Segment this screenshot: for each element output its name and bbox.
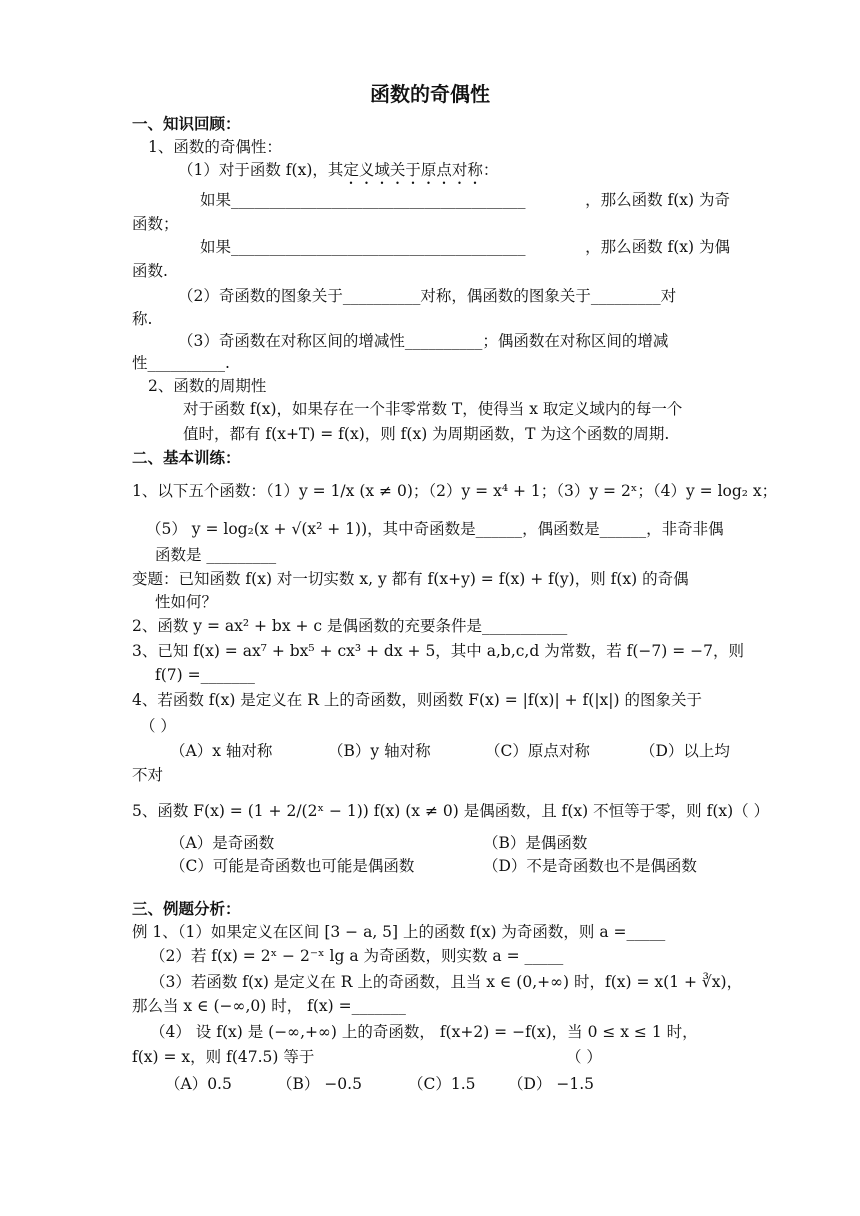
monotonicity-item: （3）奇函数在对称区间的增减性__________；偶函数在对称区间的增减 bbox=[178, 332, 669, 350]
parity-subtitle: 1、函数的奇偶性： bbox=[148, 138, 282, 156]
parity-item-1-suffix: ： bbox=[482, 161, 499, 179]
odd-definition-blank: 如果______________________________________ bbox=[200, 191, 526, 209]
question-4-line1: 4、若函数 f(x) 是定义在 R 上的奇函数，则函数 F(x) = |f(x)| + f(|x|) 的图象关于 bbox=[132, 691, 702, 709]
question-4-option-c: （C）原点对称 bbox=[485, 742, 590, 760]
question-5: 5、函数 F(x) = (1 + 2/(2ˣ − 1)) f(x) (x ≠ 0) 是偶函数，且 f(x) 不恒等于零，则 f(x)（ ） bbox=[132, 802, 770, 820]
parity-item-1 bbox=[178, 160, 498, 188]
question-1-line1: 1、以下五个函数：（1）y = 1/x (x ≠ 0)；（2）y = x⁴ + 1；（3）y = 2ˣ；（4）y = log₂ x； bbox=[132, 482, 778, 500]
example-1-option-b: （B） −0.5 bbox=[277, 1075, 362, 1093]
example-1-part-1: 例 1、（1）如果定义在区间 [3 − a, 5] 上的函数 f(x) 为奇函数，则 a =_____ bbox=[132, 923, 666, 941]
question-5-option-a: （A）是奇函数 bbox=[170, 834, 275, 852]
section-heading-examples: 三、例题分析： bbox=[132, 900, 241, 918]
question-1-line3: 函数是 _________ bbox=[155, 546, 277, 564]
section-heading-review: 一、知识回顾： bbox=[132, 115, 241, 133]
question-4-option-d-cont: 不对 bbox=[132, 766, 164, 784]
periodicity-subtitle: 2、函数的周期性 bbox=[148, 377, 267, 395]
question-2: 2、函数 y = ax² + bx + c 是偶函数的充要条件是___________ bbox=[132, 617, 568, 635]
odd-definition-tail: ，那么函数 f(x) 为奇 bbox=[585, 191, 730, 209]
parity-item-1-prefix: （1）对于函数 f(x)，其 bbox=[178, 161, 344, 179]
question-3-line1: 3、已知 f(x) = ax⁷ + bx⁵ + cx³ + dx + 5，其中 a,b,c,d 为常数，若 f(−7) = −7，则 bbox=[132, 642, 745, 660]
even-definition-tail: ，那么函数 f(x) 为偶 bbox=[585, 238, 730, 256]
example-1-part-2: （2）若 f(x) = 2ˣ − 2⁻ˣ lg a 为奇函数，则实数 a = _____ bbox=[150, 947, 564, 965]
question-4-option-a: （A）x 轴对称 bbox=[170, 742, 273, 760]
example-1-option-a: （A）0.5 bbox=[165, 1075, 232, 1093]
even-definition-blank: 如果______________________________________ bbox=[200, 238, 526, 256]
question-5-option-d: （D）不是奇函数也不是偶函数 bbox=[483, 857, 697, 875]
question-1-line2: （5） y = log₂(x + √(x² + 1))，其中奇函数是______，偶函数是______，非奇非偶 bbox=[146, 520, 724, 538]
example-1-option-c: （C）1.5 bbox=[408, 1075, 476, 1093]
monotonicity-item-cont: 性__________. bbox=[132, 354, 230, 372]
example-1-part-4-paren: （ ） bbox=[566, 1048, 602, 1066]
example-1-option-d: （D） −1.5 bbox=[508, 1075, 594, 1093]
periodicity-def-line1: 对于函数 f(x)，如果存在一个非零常数 T，使得当 x 取定义域内的每一个 bbox=[183, 400, 683, 418]
page-title: 函数的奇偶性 bbox=[370, 82, 490, 106]
example-1-part-3-line1: （3）若函数 f(x) 是定义在 R 上的奇函数，且当 x ∈ (0,+∞) 时，f(x) = x(1 + ∛x)， bbox=[150, 973, 743, 991]
example-1-part-4-line2: f(x) = x，则 f(47.5) 等于 bbox=[132, 1048, 315, 1066]
symmetry-item-cont: 称. bbox=[132, 310, 153, 328]
question-5-option-c: （C）可能是奇函数也可能是偶函数 bbox=[170, 857, 415, 875]
periodicity-def-line2: 值时，都有 f(x+T) = f(x)，则 f(x) 为周期函数，T 为这个函数的周期. bbox=[183, 425, 670, 443]
odd-definition-cont: 函数； bbox=[132, 215, 179, 233]
question-4-option-b: （B）y 轴对称 bbox=[328, 742, 431, 760]
parity-item-1-emphasis: 定义域关于原点对称 bbox=[343, 161, 483, 179]
variant-question-line2: 性如何？ bbox=[155, 593, 218, 611]
question-5-option-b: （B）是偶函数 bbox=[483, 834, 588, 852]
example-1-part-3-line2: 那么当 x ∈ (−∞,0) 时， f(x) =_______ bbox=[132, 997, 406, 1015]
symmetry-item: （2）奇函数的图象关于__________对称，偶函数的图象关于_________对 bbox=[178, 287, 677, 305]
section-heading-training: 二、基本训练： bbox=[132, 449, 241, 467]
example-1-part-4-line1: （4） 设 f(x) 是 (−∞,+∞) 上的奇函数， f(x+2) = −f(x)，当 0 ≤ x ≤ 1 时， bbox=[150, 1023, 698, 1041]
question-4-option-d: （D）以上均 bbox=[640, 742, 730, 760]
variant-question-line1: 变题：已知函数 f(x) 对一切实数 x, y 都有 f(x+y) = f(x) + f(y)，则 f(x) 的奇偶 bbox=[132, 570, 689, 588]
even-definition-cont: 函数. bbox=[132, 262, 168, 280]
question-4-answer-paren: （ ） bbox=[140, 717, 176, 735]
question-3-line2: f(7) =_______ bbox=[155, 666, 255, 684]
